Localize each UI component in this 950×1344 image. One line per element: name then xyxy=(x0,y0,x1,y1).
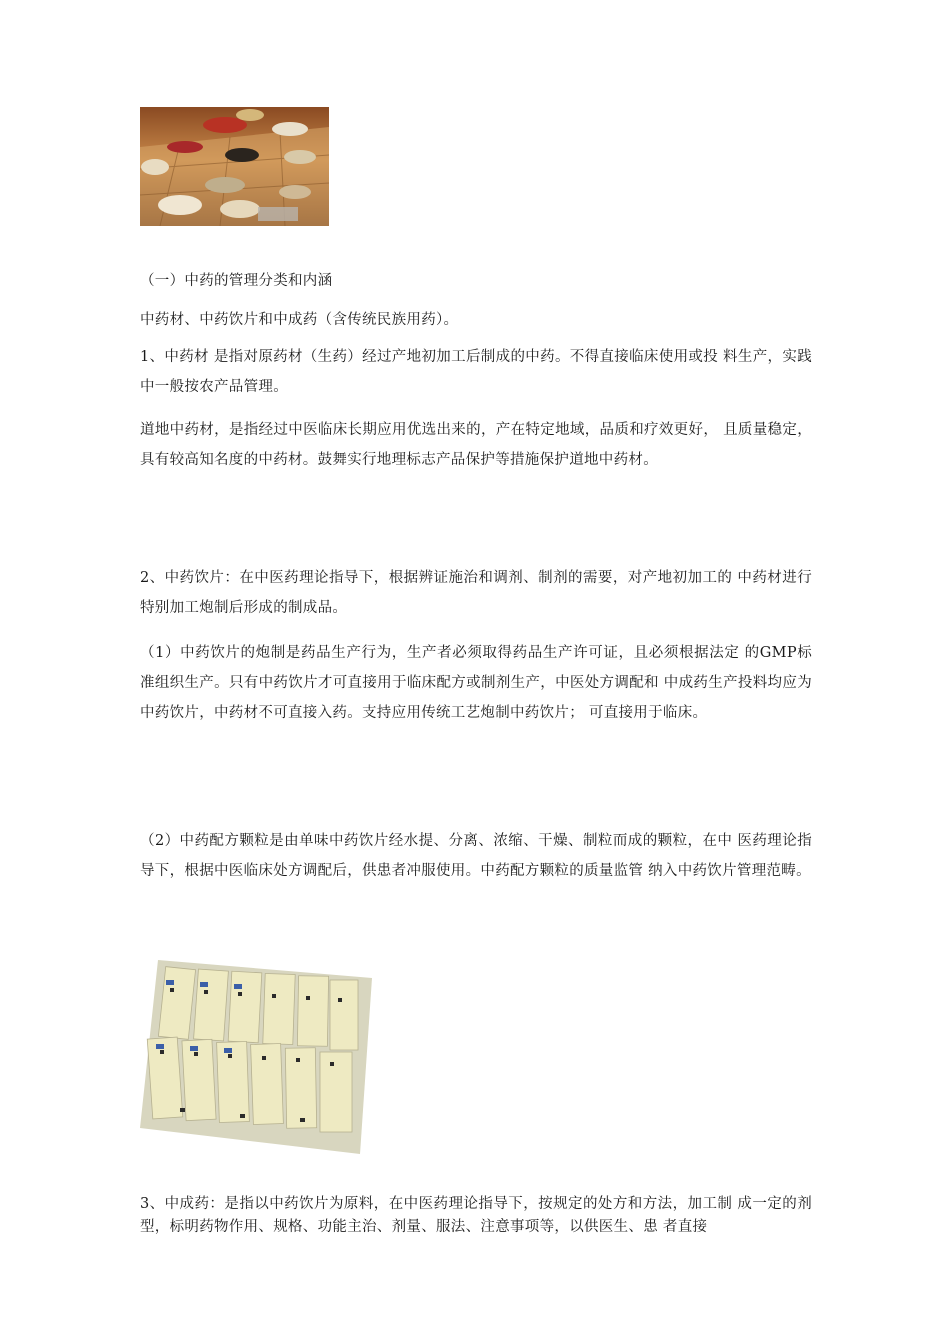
paragraph-decoction-pieces: 2、中药饮片：在中医药理论指导下，根据辨证施治和调剂、制剂的需要，对产地初加工的 中药材进行特别加工炮制后形成的制成品。 xyxy=(140,570,812,616)
paragraph-processing: （1）中药饮片的炮制是药品生产行为，生产者必须取得药品生产许可证，且必须根据法定 的GMP标准组织生产。只有中药饮片才可直接用于临床配方或制剂生产，中医处方调配和 中成药生产投料均应为中药饮片，中药材不可直接入药。支持应用传统工艺炮制中药饮片； 可直接用于临床。 xyxy=(140,645,812,721)
granule-sachets-illustration xyxy=(140,958,372,1154)
paragraph-herbal-materials: 1、中药材 是指对原药材（生药）经过产地初加工后制成的中药。不得直接临床使用或投 料生产，实践中一般按农产品管理。 xyxy=(140,349,812,395)
paragraph-patent-medicine: 3、中成药：是指以中药饮片为原料，在中医药理论指导下，按规定的处方和方法，加工制 成一定的剂型，标明药物作用、规格、功能主治、剂量、服法、注意事项等，以供医生、患 者直接 xyxy=(140,1196,812,1235)
granule-sachets-photo xyxy=(140,958,372,1154)
intro-paragraph: 中药材、中药饮片和中成药（含传统民族用药）。 xyxy=(140,312,459,328)
herbs-illustration xyxy=(140,107,329,226)
paragraph-granules: （2）中药配方颗粒是由单味中药饮片经水提、分离、浓缩、干燥、制粒而成的颗粒，在中 医药理论指导下，根据中医临床处方调配后，供患者冲服使用。中药配方颗粒的质量监管 纳入中药饮片管理范畴。 xyxy=(140,833,812,879)
section-heading: （一）中药的管理分类和内涵 xyxy=(140,273,333,289)
paragraph-authentic-materials: 道地中药材，是指经过中医临床长期应用优选出来的，产在特定地域，品质和疗效更好， 且质量稳定，具有较高知名度的中药材。鼓舞实行地理标志产品保护等措施保护道地中药材。 xyxy=(140,422,812,468)
herbs-photo xyxy=(140,107,329,226)
